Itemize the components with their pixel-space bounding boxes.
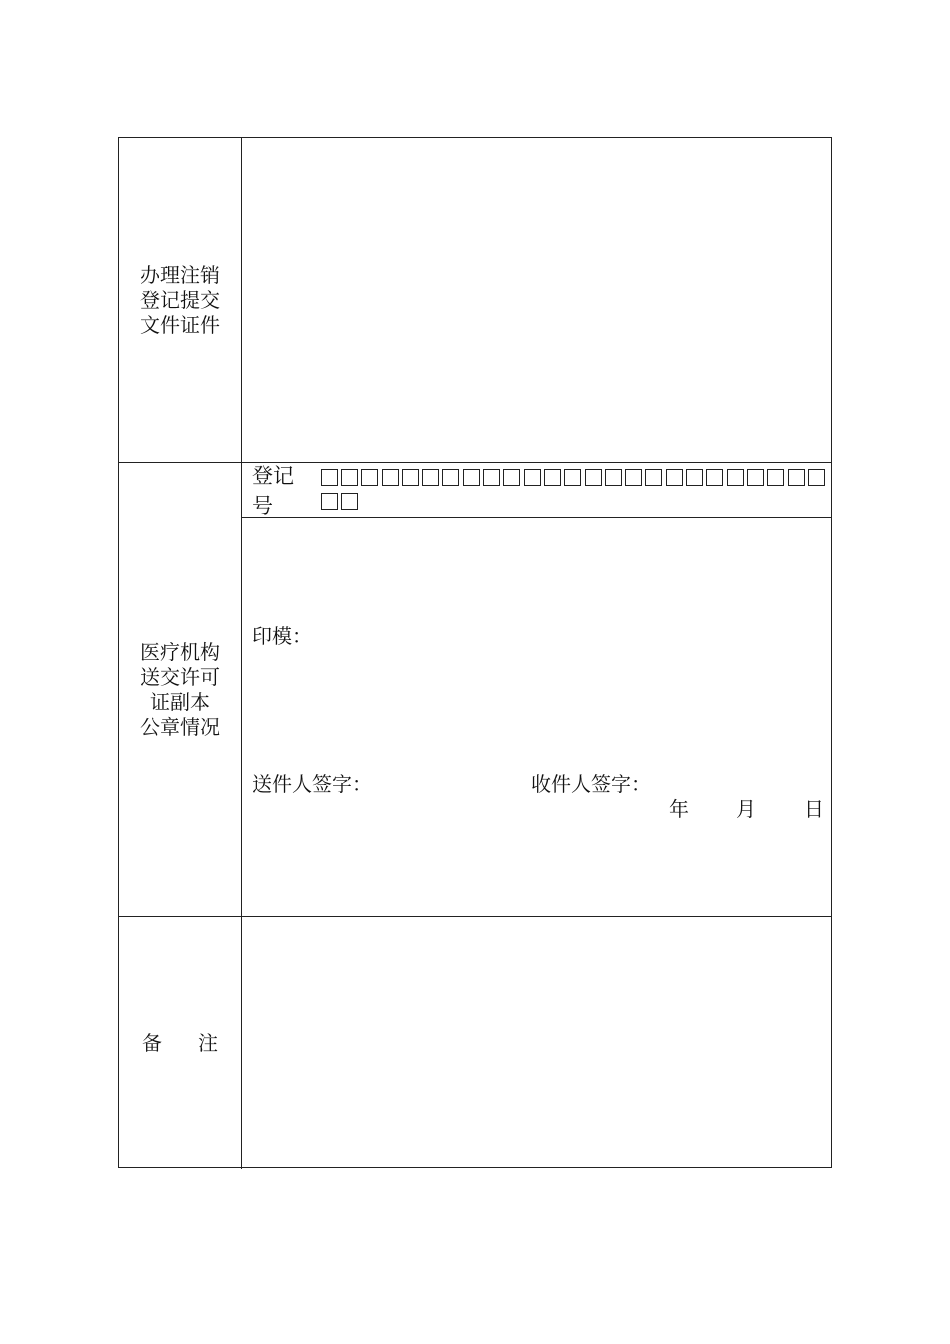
registration-digit-box[interactable] xyxy=(382,469,399,486)
label-seal-return xyxy=(134,640,226,740)
registration-digit-box[interactable] xyxy=(463,469,480,486)
label-remarks xyxy=(134,1031,226,1056)
cancellation-documents-field[interactable] xyxy=(242,138,831,462)
registration-digit-box[interactable] xyxy=(402,469,419,486)
row-cancellation-documents xyxy=(119,138,831,462)
registration-digit-box[interactable] xyxy=(808,469,825,486)
label-cell-remarks xyxy=(119,917,242,1169)
registration-digit-box[interactable] xyxy=(341,469,358,486)
remarks-field[interactable] xyxy=(242,917,831,1169)
registration-digit-box[interactable] xyxy=(645,469,662,486)
registration-digit-box[interactable] xyxy=(524,469,541,486)
registration-number-boxes xyxy=(321,466,831,514)
registration-digit-box[interactable] xyxy=(706,469,723,486)
registration-number-row xyxy=(242,463,831,518)
remarks-label-char: 注 xyxy=(198,1030,218,1055)
registration-digit-box[interactable] xyxy=(625,469,642,486)
remarks-label-char: 备 xyxy=(142,1030,162,1055)
registration-digit-box[interactable] xyxy=(442,469,459,486)
registration-digit-box[interactable] xyxy=(564,469,581,486)
registration-digit-box[interactable] xyxy=(747,469,764,486)
label-cell-cancellation-documents xyxy=(119,138,242,462)
registration-number-label: 登记号 xyxy=(252,464,294,518)
registration-digit-box[interactable] xyxy=(666,469,683,486)
date-month-label: 月 xyxy=(736,797,756,821)
cancellation-registration-form xyxy=(118,137,832,1168)
date-day-label: 日 xyxy=(804,797,824,821)
registration-digit-box[interactable] xyxy=(544,469,561,486)
registration-digit-box[interactable] xyxy=(321,469,338,486)
label-line: 办理注销 xyxy=(140,262,220,287)
label-line: 公章情况 xyxy=(140,714,220,739)
label-cancellation-documents xyxy=(134,263,226,338)
label-line: 登记提交 xyxy=(140,287,220,312)
registration-digit-box[interactable] xyxy=(605,469,622,486)
label-line: 证副本 xyxy=(150,689,210,714)
seal-return-content xyxy=(242,463,831,916)
registration-digit-box[interactable] xyxy=(422,469,439,486)
registration-digit-box[interactable] xyxy=(321,493,338,510)
registration-digit-box[interactable] xyxy=(686,469,703,486)
registration-digit-box[interactable] xyxy=(483,469,500,486)
registration-digit-box[interactable] xyxy=(727,469,744,486)
receiver-signature-label: 收件人签字： xyxy=(531,772,651,796)
date-year-label: 年 xyxy=(669,797,689,821)
seal-impression-label: 印模： xyxy=(252,624,312,648)
registration-digit-box[interactable] xyxy=(788,469,805,486)
registration-digit-box[interactable] xyxy=(341,493,358,510)
label-line: 送交许可 xyxy=(140,664,220,689)
row-seal-return xyxy=(119,462,831,916)
label-line: 医疗机构 xyxy=(140,639,220,664)
registration-digit-box[interactable] xyxy=(767,469,784,486)
row-remarks xyxy=(119,916,831,1169)
registration-digit-box[interactable] xyxy=(361,469,378,486)
label-line: 文件证件 xyxy=(140,312,220,337)
label-cell-seal-return xyxy=(119,463,242,916)
sender-signature-label: 送件人签字： xyxy=(252,772,372,796)
registration-digit-box[interactable] xyxy=(585,469,602,486)
registration-digit-box[interactable] xyxy=(503,469,520,486)
